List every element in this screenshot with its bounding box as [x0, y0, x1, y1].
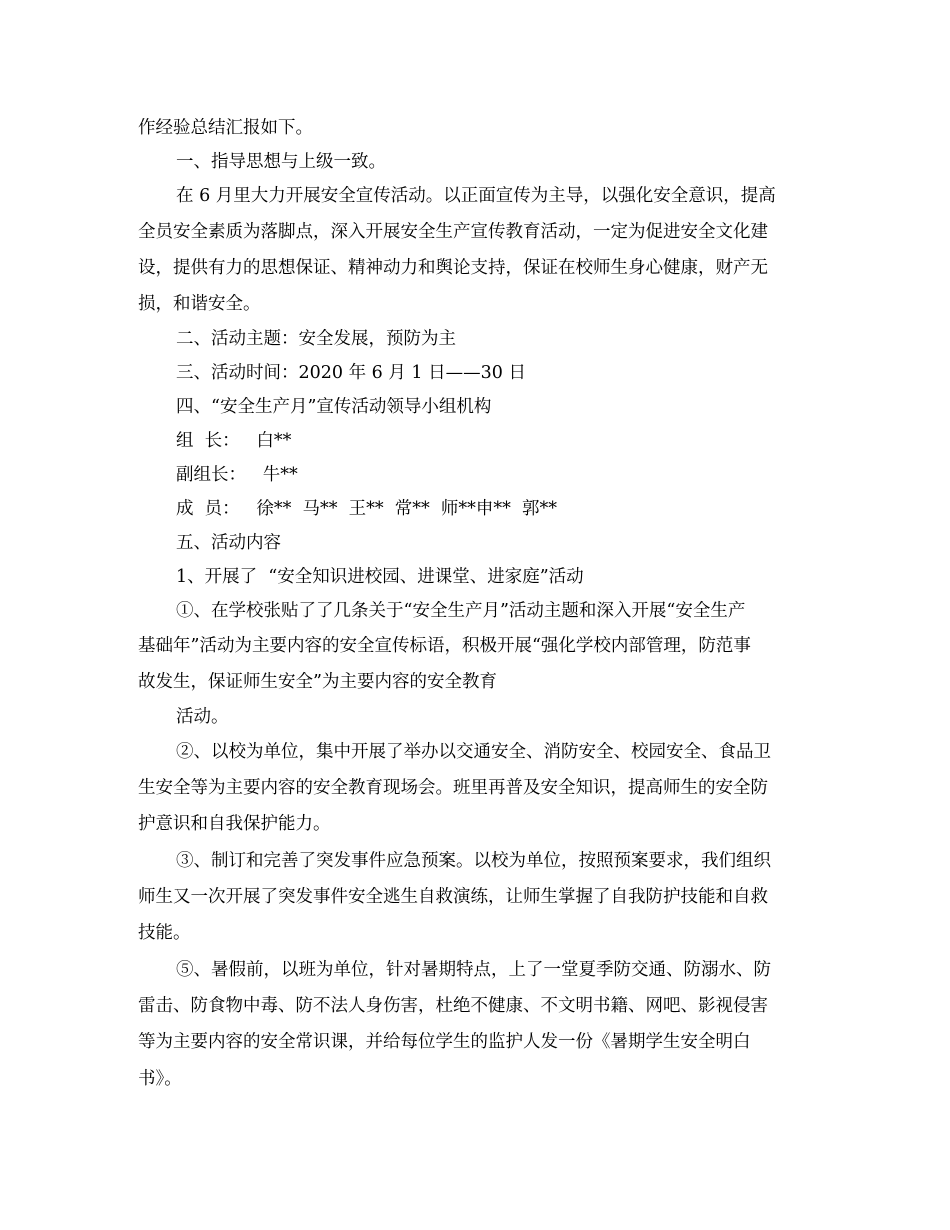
- text-line: ③、制订和完善了突发事件应急预案。以校为单位，按照预案要求，我们组织: [176, 851, 771, 871]
- section-heading: 五、活动内容: [176, 533, 281, 553]
- text-line: 成 员： 徐** 马** 王** 常** 师**申** 郭**: [176, 499, 557, 519]
- section-heading: 二、活动主题：安全发展，预防为主: [176, 329, 456, 349]
- text-line: 损，和谐安全。: [138, 294, 261, 314]
- text-line: 故发生，保证师生安全”为主要内容的安全教育: [138, 672, 497, 692]
- text-line: 书》。: [138, 1069, 182, 1089]
- text-line: 组 长： 白**: [176, 431, 292, 451]
- text-line: 护意识和自我保护能力。: [138, 814, 331, 834]
- section-heading: 四、“安全生产月”宣传活动领导小组机构: [176, 397, 492, 417]
- text-line: ②、以校为单位，集中开展了举办以交通安全、消防安全、校园安全、食品卫: [176, 742, 771, 762]
- text-line: 副组长： 牛**: [176, 465, 298, 485]
- section-heading: 三、活动时间：2020 年 6 月 1 日——30 日: [176, 363, 526, 383]
- text-line: 技能。: [138, 923, 191, 943]
- text-line: 雷击、防食物中毒、防不法人身伤害，杜绝不健康、不文明书籍、网吧、影视侵害: [138, 996, 768, 1016]
- text-line: 作经验总结汇报如下。: [138, 118, 313, 138]
- text-line: ⑤、暑假前，以班为单位，针对暑期特点，上了一堂夏季防交通、防溺水、防: [176, 960, 771, 980]
- text-line: 设，提供有力的思想保证、精神动力和舆论支持，保证在校师生身心健康，财产无: [138, 258, 768, 278]
- text-line: ①、在学校张贴了了几条关于“安全生产月”活动主题和深入开展“安全生产: [176, 601, 746, 621]
- text-line: 全员安全素质为落脚点，深入开展安全生产宣传教育活动，一定为促进安全文化建: [138, 222, 768, 242]
- text-line: 在 6 月里大力开展安全宣传活动。以正面宣传为主导，以强化安全意识，提高: [176, 186, 776, 206]
- text-line: 生安全等为主要内容的安全教育现场会。班里再普及安全知识，提高师生的安全防: [138, 778, 768, 798]
- text-line: 师生又一次开展了突发事件安全逃生自救演练，让师生掌握了自我防护技能和自救: [138, 887, 768, 907]
- text-line: 活动。: [176, 707, 229, 727]
- text-line: 等为主要内容的安全常识课，并给每位学生的监护人发一份《暑期学生安全明白: [138, 1032, 751, 1052]
- text-line: 基础年”活动为主要内容的安全宣传标语，积极开展“强化学校内部管理，防范事: [138, 636, 751, 656]
- section-heading: 一、指导思想与上级一致。: [176, 152, 386, 172]
- text-line: 1、开展了 “安全知识进校园、进课堂、进家庭”活动: [176, 567, 584, 587]
